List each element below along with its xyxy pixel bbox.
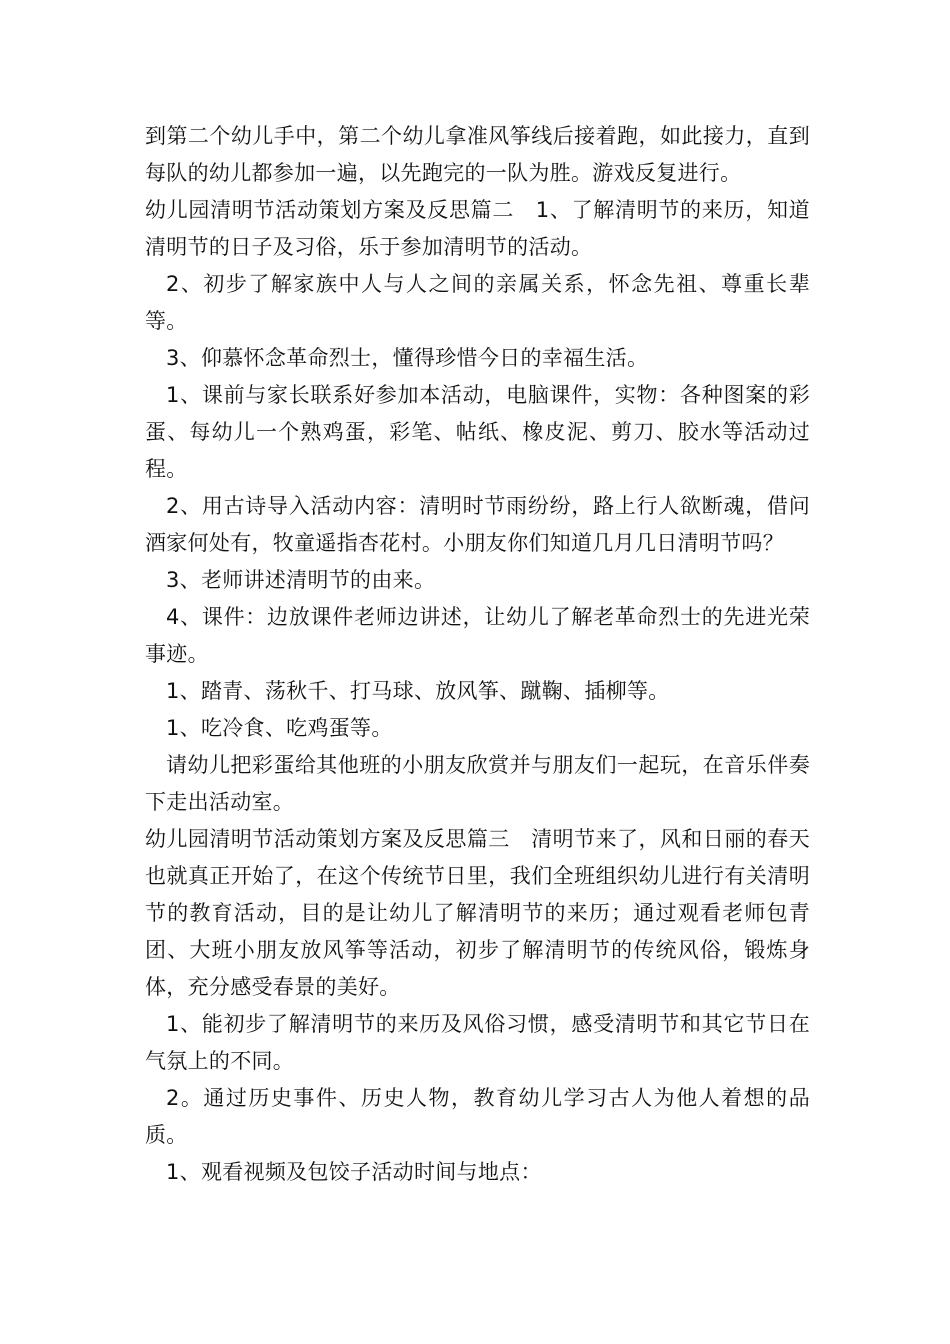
paragraph-10: 1、吃冷食、吃鸡蛋等。 bbox=[166, 716, 393, 740]
paragraph-5: 1、课前与家长联系好参加本活动，电脑课件，实物：各种图案的彩蛋、每幼儿一个熟鸡蛋，彩笔、帖纸、橡皮泥、剪刀、胶水等活动过程。 bbox=[145, 383, 810, 481]
paragraph-11: 请幼儿把彩蛋给其他班的小朋友欣赏并与朋友们一起玩，在音乐伴奏下走出活动室。 bbox=[145, 753, 810, 814]
paragraph-6: 2、用古诗导入活动内容：清明时节雨纷纷，路上行人欲断魂，借问酒家何处有，牧童遥指杏花村。小朋友你们知道几月几日清明节吗？ bbox=[145, 494, 810, 555]
paragraph-12: 幼儿园清明节活动策划方案及反思篇三 清明节来了，风和日丽的春天也就真正开始了，在这个传统节日里，我们全班组织幼儿进行有关清明节的教育活动，目的是让幼儿了解清明节的来历；通过观看老师包青团、大班小朋友放风筝等活动，初步了解清明节的传统风俗，锻炼身体，充分感受春景的美好。 bbox=[145, 827, 810, 999]
paragraph-7: 3、老师讲述清明节的由来。 bbox=[166, 568, 436, 592]
paragraph-3: 2、初步了解家族中人与人之间的亲属关系，怀念先祖、尊重长辈等。 bbox=[145, 272, 810, 333]
paragraph-13: 1、能初步了解清明节的来历及风俗习惯，感受清明节和其它节日在气氛上的不同。 bbox=[145, 1012, 810, 1073]
paragraph-4: 3、仰慕怀念革命烈士，懂得珍惜今日的幸福生活。 bbox=[166, 346, 649, 370]
paragraph-15: 1、观看视频及包饺子活动时间与地点： bbox=[166, 1160, 542, 1184]
paragraph-2: 幼儿园清明节活动策划方案及反思篇二 1、了解清明节的来历，知道清明节的日子及习俗，乐于参加清明节的活动。 bbox=[145, 198, 810, 259]
paragraph-1: 到第二个幼儿手中，第二个幼儿拿准风筝线后接着跑，如此接力，直到每队的幼儿都参加一遍，以先跑完的一队为胜。游戏反复进行。 bbox=[145, 124, 810, 185]
paragraph-8: 4、课件：边放课件老师边讲述，让幼儿了解老革命烈士的先进光荣事迹。 bbox=[145, 605, 810, 666]
paragraph-9: 1、踏青、荡秋千、打马球、放风筝、蹴鞠、插柳等。 bbox=[166, 679, 670, 703]
document-body bbox=[145, 118, 810, 1191]
paragraph-14: 2。通过历史事件、历史人物，教育幼儿学习古人为他人着想的品质。 bbox=[145, 1086, 810, 1147]
